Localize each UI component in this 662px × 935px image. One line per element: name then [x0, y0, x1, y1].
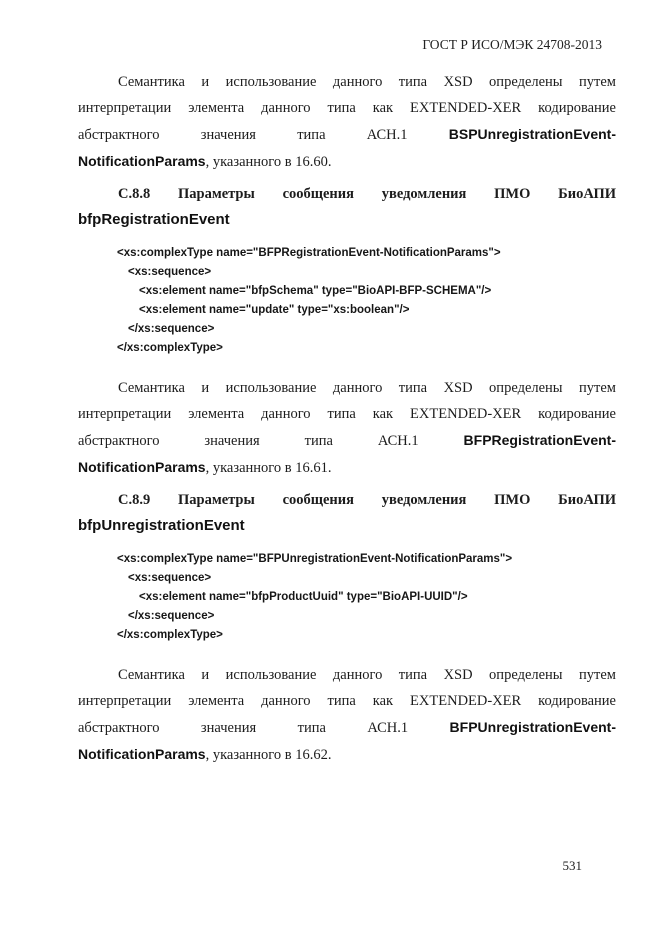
paragraph-line: [78, 148, 616, 175]
paragraph-line: [78, 714, 616, 741]
asn1-type-name: BFPRegistrationEvent-: [463, 432, 616, 448]
asn1-type-name: BSPUnregistrationEvent-: [448, 126, 616, 142]
code-line: <xs:sequence>: [128, 572, 212, 584]
code-line: <xs:element name="bfpProductUuid" type="BioAPI-UUID"/>: [139, 591, 468, 603]
section-heading-c8-9: [78, 487, 616, 539]
asn1-type-name: NotificationParams: [78, 746, 206, 762]
heading-number-title: С.8.8 Параметры сообщения уведомления ПМО БиоАПИ: [118, 186, 616, 202]
paragraph-line: [78, 741, 616, 768]
asn1-type-name: NotificationParams: [78, 153, 206, 169]
code-line: <xs:element name="bfpSchema" type="BioAPI-BFP-SCHEMA"/>: [139, 285, 492, 297]
code-line: </xs:complexType>: [117, 629, 223, 641]
paragraph-line: Семантика и использование данного типа XSD определены путем: [118, 667, 616, 683]
code-line: </xs:complexType>: [117, 342, 223, 354]
paragraph-line: [78, 121, 616, 148]
heading-number-title: С.8.9 Параметры сообщения уведомления ПМО БиоАПИ: [118, 492, 616, 508]
paragraph-semantics-3: [78, 662, 616, 768]
xsd-code-block-2: [78, 550, 616, 645]
paragraph-text: абстрактного значения типа АСН.1: [78, 127, 408, 143]
section-heading-c8-8: [78, 181, 616, 233]
paragraph-line: [78, 454, 616, 481]
heading-term: bfpUnregistrationEvent: [78, 517, 245, 534]
paragraph-line: интерпретации элемента данного типа как EXTENDED-XER кодирование: [78, 100, 616, 116]
asn1-type-name: NotificationParams: [78, 459, 206, 475]
code-line: <xs:complexType name="BFPUnregistrationEvent-NotificationParams">: [117, 553, 513, 565]
paragraph-text: , указанного в 16.60.: [205, 154, 332, 170]
paragraph-semantics-1: [78, 69, 616, 175]
paragraph-line: интерпретации элемента данного типа как EXTENDED-XER кодирование: [78, 693, 616, 709]
page-number: 531: [562, 858, 582, 873]
standard-reference: ГОСТ Р ИСО/МЭК 24708-2013: [422, 37, 602, 52]
code-line: <xs:sequence>: [128, 266, 212, 278]
paragraph-text: , указанного в 16.61.: [205, 460, 332, 476]
code-line: </xs:sequence>: [128, 610, 215, 622]
xsd-code-block-1: [78, 244, 616, 358]
paragraph-text: абстрактного значения типа АСН.1: [78, 720, 409, 736]
heading-term: bfpRegistrationEvent: [78, 211, 230, 228]
paragraph-text: , указанного в 16.62.: [205, 747, 332, 763]
code-line: <xs:element name="update" type="xs:boolean"/>: [139, 304, 410, 316]
asn1-type-name: BFPUnregistrationEvent-: [449, 719, 616, 735]
paragraph-line: [78, 427, 616, 454]
paragraph-line: интерпретации элемента данного типа как EXTENDED-XER кодирование: [78, 406, 616, 422]
paragraph-semantics-2: [78, 375, 616, 481]
paragraph-line: Семантика и использование данного типа XSD определены путем: [118, 74, 616, 90]
code-line: <xs:complexType name="BFPRegistrationEvent-NotificationParams">: [117, 247, 501, 259]
paragraph-text: абстрактного значения типа АСН.1: [78, 433, 419, 449]
code-line: </xs:sequence>: [128, 323, 215, 335]
paragraph-line: Семантика и использование данного типа XSD определены путем: [118, 380, 616, 396]
